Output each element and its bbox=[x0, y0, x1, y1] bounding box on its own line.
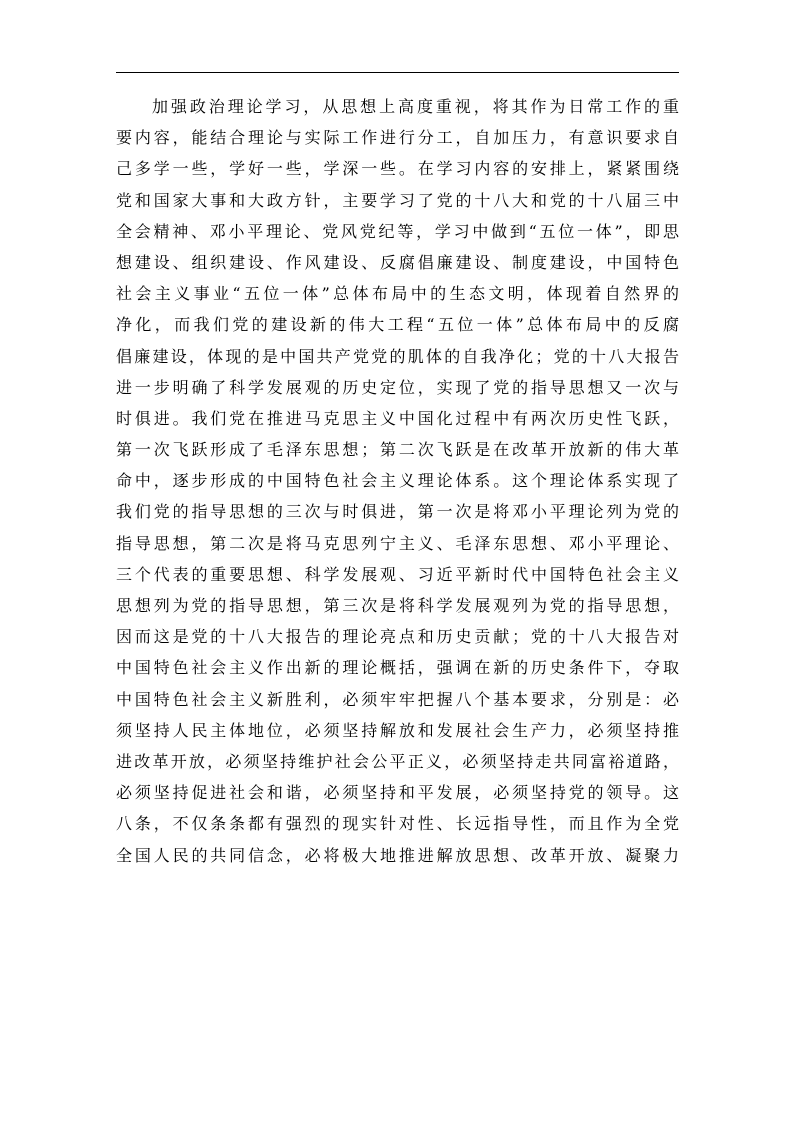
text-line: 中国特色社会主义作出新的理论概括，强调在新的历史条件下，夺取 bbox=[116, 658, 679, 678]
text-line: 指导思想，第二次是将马克思列宁主义、毛泽东思想、邓小平理论、 bbox=[116, 533, 679, 553]
text-line: 倡廉建设，体现的是中国共产党党的肌体的自我净化；党的十八大报告 bbox=[116, 346, 679, 366]
text-line: 命中，逐步形成的中国特色社会主义理论体系。这个理论体系实现了 bbox=[116, 471, 679, 491]
document-body bbox=[116, 91, 679, 871]
text-line: 净化，而我们党的建设新的伟大工程“五位一体”总体布局中的反腐 bbox=[116, 315, 679, 335]
text-line: 我们党的指导思想的三次与时俱进，第一次是将邓小平理论列为党的 bbox=[116, 502, 679, 522]
text-line: 思想列为党的指导思想，第三次是将科学发展观列为党的指导思想， bbox=[116, 596, 679, 615]
text-line: 党和国家大事和大政方针，主要学习了党的十八大和党的十八届三中 bbox=[116, 190, 679, 210]
text-line: 己多学一些，学好一些，学深一些。在学习内容的安排上，紧紧围绕 bbox=[116, 159, 679, 179]
text-line: 中国特色社会主义新胜利，必须牢牢把握八个基本要求，分别是：必 bbox=[116, 689, 679, 709]
text-line: 必须坚持促进社会和谐，必须坚持和平发展，必须坚持党的领导。这 bbox=[116, 783, 679, 803]
text-line: 进一步明确了科学发展观的历史定位，实现了党的指导思想又一次与 bbox=[116, 377, 679, 397]
header-rule bbox=[116, 72, 679, 73]
text-line: 第一次飞跃形成了毛泽东思想；第二次飞跃是在改革开放新的伟大革 bbox=[116, 440, 679, 460]
text-line: 想建设、组织建设、作风建设、反腐倡廉建设、制度建设，中国特色 bbox=[116, 252, 679, 272]
text-line: 须坚持人民主体地位，必须坚持解放和发展社会生产力，必须坚持推 bbox=[116, 720, 679, 740]
text-line: 全会精神、邓小平理论、党风党纪等，学习中做到“五位一体”，即思 bbox=[116, 221, 679, 241]
text-line: 要内容，能结合理论与实际工作进行分工，自加压力，有意识要求自 bbox=[116, 128, 679, 148]
text-line: 时俱进。我们党在推进马克思主义中国化过程中有两次历史性飞跃， bbox=[116, 408, 679, 428]
text-line: 社会主义事业“五位一体”总体布局中的生态文明，体现着自然界的 bbox=[116, 284, 679, 304]
text-line: 八条，不仅条条都有强烈的现实针对性、长远指导性，而且作为全党 bbox=[116, 814, 679, 834]
text-line: 三个代表的重要思想、科学发展观、习近平新时代中国特色社会主义 bbox=[116, 564, 679, 584]
text-line: 进改革开放，必须坚持维护社会公平正义，必须坚持走共同富裕道路， bbox=[116, 751, 679, 771]
text-line: 加强政治理论学习，从思想上高度重视，将其作为日常工作的重 bbox=[152, 97, 679, 116]
text-line: 全国人民的共同信念，必将极大地推进解放思想、改革开放、凝聚力 bbox=[116, 845, 679, 865]
text-line: 因而这是党的十八大报告的理论亮点和历史贡献；党的十八大报告对 bbox=[116, 627, 679, 647]
